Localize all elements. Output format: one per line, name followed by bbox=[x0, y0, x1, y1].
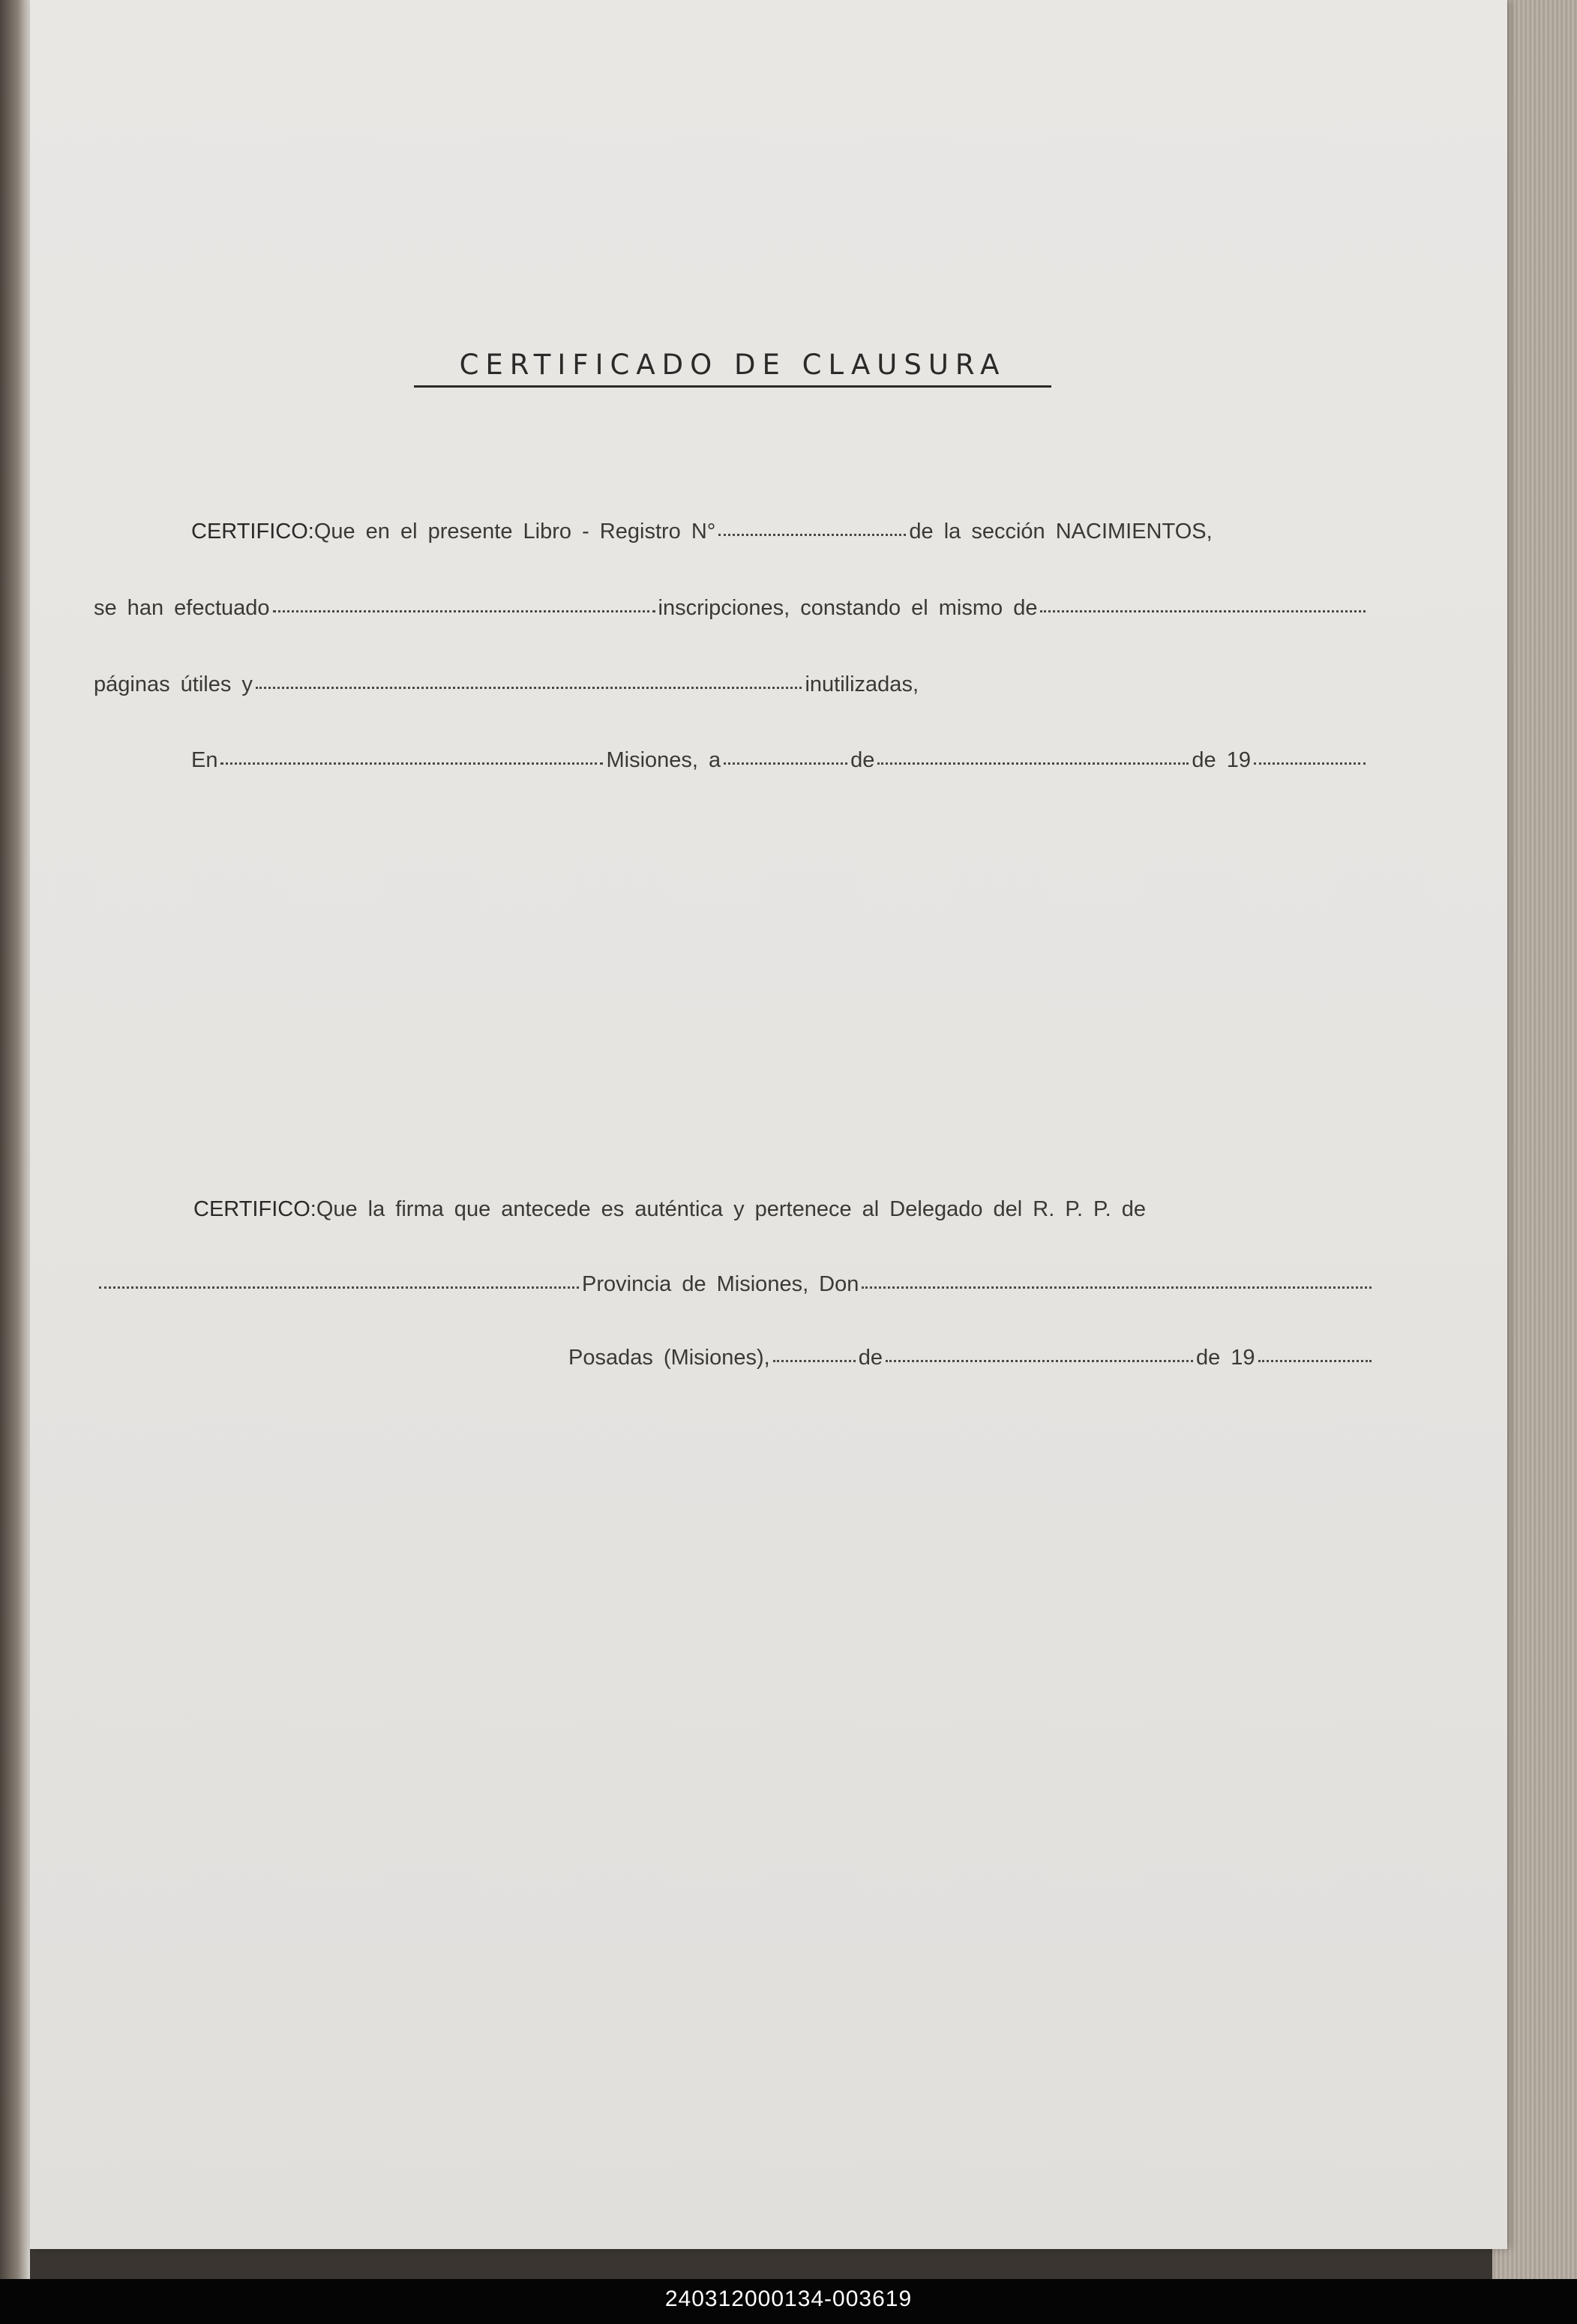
month-blank bbox=[877, 746, 1189, 765]
certifico-line-1: CERTIFICO: Que en el presente Libro - Registro N° de la sección NACIMIENTOS, bbox=[191, 520, 1369, 544]
firma-year-blank bbox=[1258, 1343, 1372, 1362]
don-blank bbox=[862, 1270, 1372, 1289]
certifico-line-3: páginas útiles y inutilizadas, bbox=[94, 672, 919, 697]
image-id-label: 240312000134-003619 bbox=[664, 2287, 913, 2311]
firma-month-blank bbox=[886, 1343, 1193, 1362]
place-blank bbox=[220, 746, 603, 765]
paginas-utiles-blank bbox=[256, 670, 802, 689]
document-page bbox=[30, 0, 1507, 2249]
certifico-line-2: se han efectuado inscripciones, constando el mismo de bbox=[94, 596, 1369, 621]
certifico-firma-line-1: CERTIFICO: Que la firma que antecede es auténtica y pertenece al Delegado del R. P. P. de bbox=[193, 1197, 1147, 1221]
certifico-line-4: En Misiones, a de de 19 bbox=[191, 748, 1369, 773]
page-title: CERTIFICADO DE CLAUSURA bbox=[414, 349, 1051, 388]
registro-number-blank bbox=[718, 517, 906, 536]
certifico-firma-line-2: Provincia de Misiones, Don bbox=[96, 1272, 1375, 1297]
book-left-edge bbox=[0, 0, 30, 2279]
certifico-label: CERTIFICO: bbox=[193, 1197, 316, 1221]
image-id-strip bbox=[0, 2279, 1577, 2324]
delegacion-blank bbox=[99, 1270, 579, 1289]
inscripciones-blank bbox=[273, 594, 655, 612]
day-blank bbox=[724, 746, 847, 765]
year-blank bbox=[1254, 746, 1366, 765]
certifico-label: CERTIFICO: bbox=[191, 520, 314, 544]
certifico-firma-line-3: Posadas (Misiones), de de 19 bbox=[568, 1346, 1375, 1370]
firma-day-blank bbox=[773, 1343, 856, 1362]
paginas-blank bbox=[1040, 594, 1366, 612]
